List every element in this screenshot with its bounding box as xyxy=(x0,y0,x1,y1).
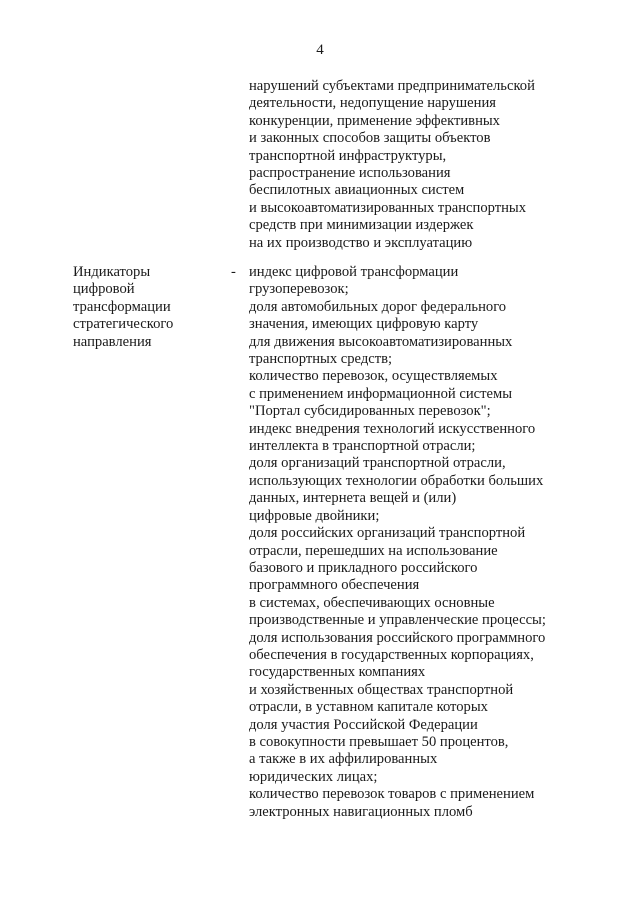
indicator-line: транспортных средств; xyxy=(249,351,393,368)
indicator-line: а также в их аффилированных xyxy=(249,751,438,768)
continuation-line: и высокоавтоматизированных транспортных xyxy=(249,199,527,216)
indicator-line: данных, интернета вещей и (или) xyxy=(249,490,457,507)
indicator-line: юридических лицах; xyxy=(249,768,378,785)
indicator-line: количество перевозок товаров с применением xyxy=(249,786,535,803)
indicators-heading xyxy=(73,264,173,351)
indicator-line: грузоперевозок; xyxy=(249,281,349,298)
indicator-line: значения, имеющих цифровую карту xyxy=(249,316,479,333)
indicators-heading-line: трансформации xyxy=(73,298,171,315)
continuation-line: транспортной инфраструктуры, xyxy=(249,147,447,164)
indicator-line: в совокупности превышает 50 процентов, xyxy=(249,733,509,750)
indicator-line: базового и прикладного российского xyxy=(249,559,478,576)
indicators-list xyxy=(249,264,546,821)
indicator-line: и хозяйственных обществах транспортной xyxy=(249,681,514,698)
continuation-line: средств при минимизации издержек xyxy=(249,217,474,234)
indicator-line: доля использования российского программного xyxy=(249,629,546,646)
continuation-line: и законных способов защиты объектов xyxy=(249,130,491,147)
indicator-line: программного обеспечения xyxy=(249,577,420,594)
indicator-line: доля участия Российской Федерации xyxy=(249,716,478,733)
indicator-line: обеспечения в государственных корпорациях, xyxy=(249,646,534,663)
indicator-line: для движения высокоавтоматизированных xyxy=(249,333,513,350)
indicators-heading-line: стратегического xyxy=(73,316,174,333)
indicator-line: отрасли, в уставном капитале которых xyxy=(249,699,488,716)
indicator-line: интеллекта в транспортной отрасли; xyxy=(249,438,476,455)
continuation-line: беспилотных авиационных систем xyxy=(249,182,465,199)
continuation-line: деятельности, недопущение нарушения xyxy=(249,95,496,112)
continuation-line: конкуренции, применение эффективных xyxy=(249,112,500,129)
indicator-line: с применением информационной системы xyxy=(249,385,513,402)
indicator-line: доля автомобильных дорог федерального xyxy=(249,298,507,315)
indicator-line: количество перевозок, осуществляемых xyxy=(249,368,498,385)
indicator-line: в системах, обеспечивающих основные xyxy=(249,594,495,611)
indicator-line: цифровые двойники; xyxy=(249,507,380,524)
indicator-line: государственных компаниях xyxy=(249,664,426,681)
continuation-line: распространение использования xyxy=(249,165,451,182)
page-number: 4 xyxy=(316,42,324,58)
goals-continuation-text xyxy=(249,78,535,252)
continuation-line: на их производство и эксплуатацию xyxy=(249,234,473,251)
separator-dash: - xyxy=(231,264,236,280)
indicator-line: производственные и управленческие процессы; xyxy=(249,612,546,629)
indicator-line: индекс цифровой трансформации xyxy=(249,264,459,280)
indicators-heading-line: направления xyxy=(73,333,152,350)
indicators-heading-line: цифровой xyxy=(73,281,135,298)
indicator-line: доля российских организаций транспортной xyxy=(249,525,526,542)
indicators-heading-line: Индикаторы xyxy=(73,264,151,280)
indicator-line: использующих технологии обработки больших xyxy=(249,472,544,489)
indicator-line: индекс внедрения технологий искусственного xyxy=(249,420,536,437)
indicator-line: "Портал субсидированных перевозок"; xyxy=(249,403,491,420)
indicator-line: отрасли, перешедших на использование xyxy=(249,542,498,559)
indicator-line: доля организаций транспортной отрасли, xyxy=(249,455,506,472)
indicator-line: электронных навигационных пломб xyxy=(249,803,473,820)
continuation-line: нарушений субъектами предпринимательской xyxy=(249,78,535,94)
